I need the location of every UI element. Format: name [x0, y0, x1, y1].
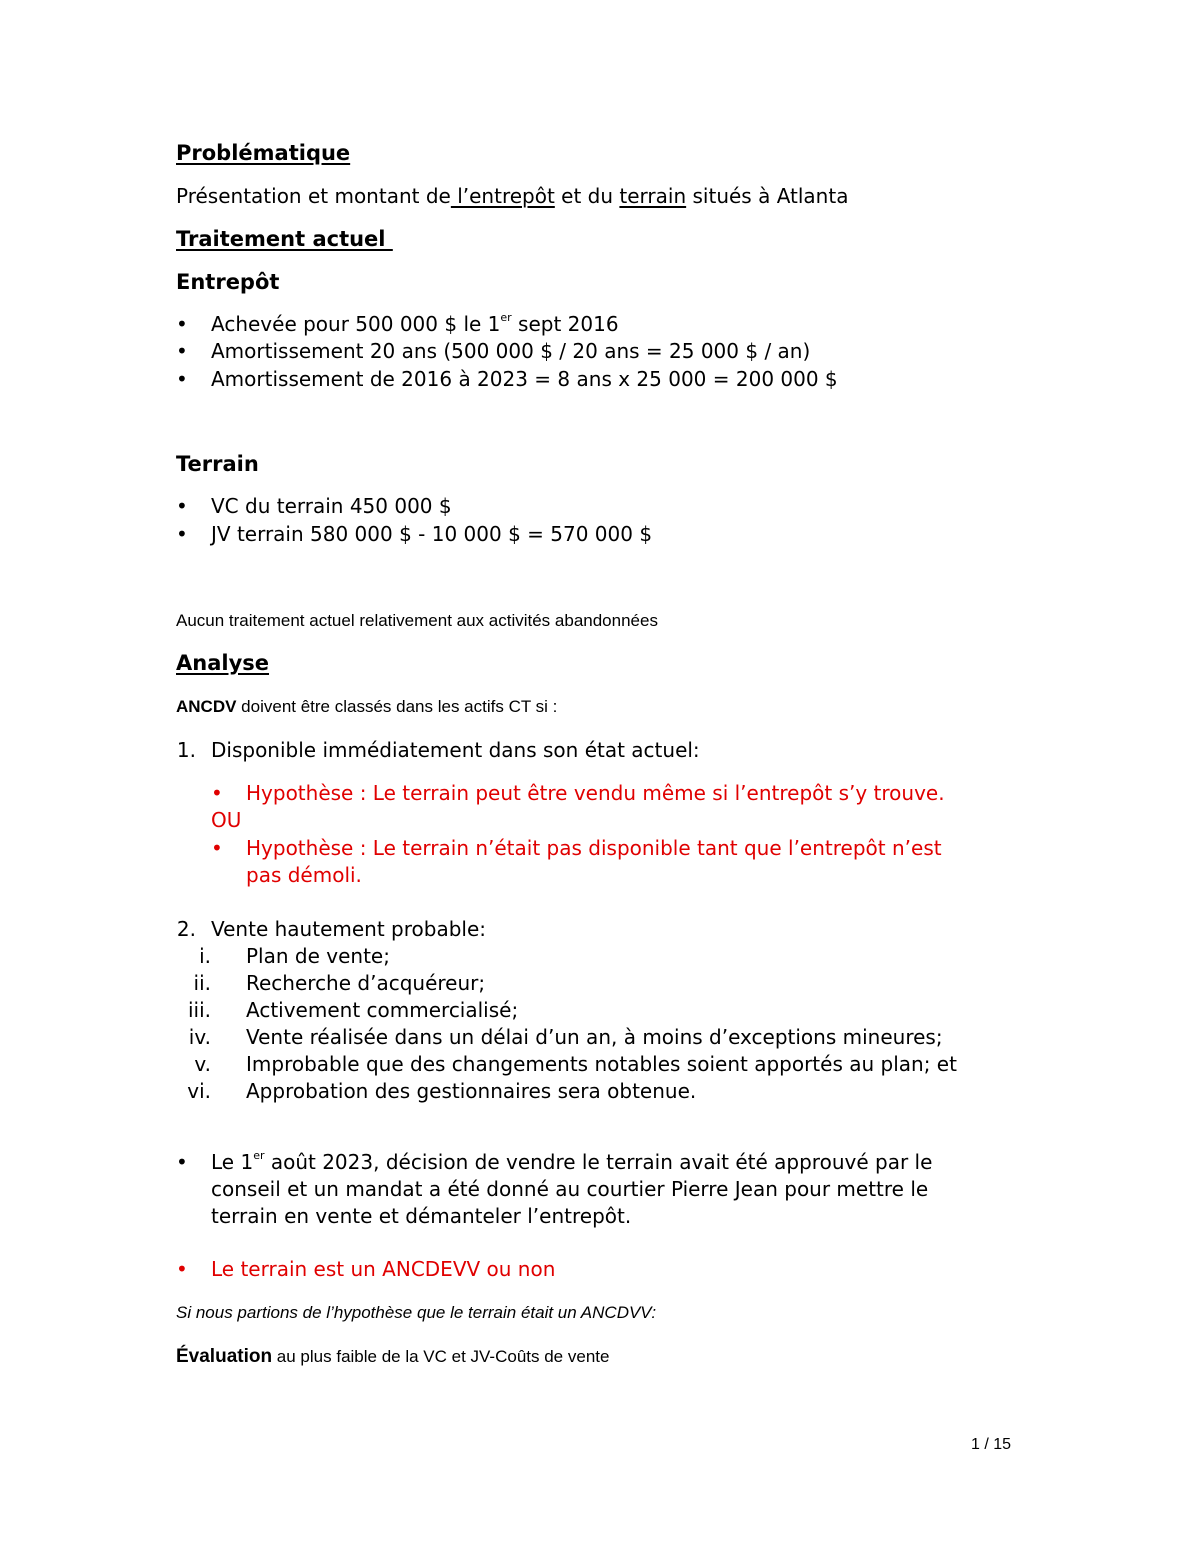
- bullet-icon: •: [176, 1150, 188, 1174]
- page-number: 1 / 15: [971, 1436, 1012, 1453]
- problem-text-e: situés à Atlanta: [686, 184, 849, 208]
- problem-text-entrepot: l’entrepôt: [450, 184, 555, 208]
- terrain-item-1: VC du terrain 450 000 $: [211, 494, 452, 518]
- sub-item-text: Improbable que des changements notables soient apportés au plan; et: [246, 1052, 957, 1076]
- sub-item-number: v.: [194, 1052, 211, 1076]
- ancdv-rest: doivent être classés dans les actifs CT si :: [236, 697, 558, 716]
- criterion-2-text: Vente hautement probable:: [211, 917, 486, 941]
- evaluation-bold: Évaluation: [176, 1346, 273, 1367]
- evaluation-rest: au plus faible de la VC et JV-Coûts de vente: [272, 1347, 610, 1366]
- entrepot-item-1-pre: Achevée pour 500 000 $ le 1: [211, 312, 501, 336]
- heading-terrain: Terrain: [176, 452, 259, 476]
- evaluation-line: [176, 1347, 609, 1366]
- problem-text-c: et du: [554, 184, 620, 208]
- sub-item-number: i.: [199, 944, 211, 968]
- criterion-2-number: 2.: [176, 917, 196, 941]
- sub-item-number: iv.: [188, 1025, 211, 1049]
- hypothesis-2-line-2: pas démoli.: [246, 863, 362, 887]
- bullet-icon: •: [176, 1257, 188, 1281]
- note-no-treatment: Aucun traitement actuel relativement aux activités abandonnées: [176, 611, 658, 630]
- criterion-1-number: 1.: [176, 738, 196, 762]
- criterion-1-text: Disponible immédiatement dans son état actuel:: [211, 738, 700, 762]
- hypothesis-statement: Si nous partions de l’hypothèse que le terrain était un ANCDVV:: [176, 1303, 657, 1322]
- ancdv-bold: ANCDV: [176, 697, 237, 716]
- problem-text-a: Présentation et montant de: [176, 184, 451, 208]
- sub-item-number: iii.: [187, 998, 211, 1022]
- entrepot-item-1-sup: er: [500, 311, 512, 324]
- bullet-icon: •: [176, 494, 188, 518]
- sub-item-number: ii.: [193, 971, 211, 995]
- heading-analyse: Analyse: [176, 651, 270, 675]
- heading-traitement-actuel: Traitement actuel: [176, 227, 393, 251]
- entrepot-item-1-post: sept 2016: [511, 312, 619, 336]
- decision-line-1-post: août 2023, décision de vendre le terrain avait été approuvé par le: [264, 1150, 933, 1174]
- sub-item-text: Vente réalisée dans un délai d’un an, à moins d’exceptions mineures;: [246, 1025, 943, 1049]
- bullet-icon: •: [176, 339, 188, 363]
- bullet-icon: •: [176, 367, 188, 391]
- hypothesis-2-line-1: Hypothèse : Le terrain n’était pas disponible tant que l’entrepôt n’est: [246, 836, 942, 860]
- bullet-icon: •: [176, 522, 188, 546]
- heading-problematique: Problématique: [176, 141, 351, 165]
- sub-item-text: Plan de vente;: [246, 944, 390, 968]
- bullet-icon: •: [211, 836, 223, 860]
- decision-sup: er: [253, 1149, 265, 1162]
- problem-text-terrain: terrain: [619, 184, 687, 208]
- sub-item-number: vi.: [187, 1079, 211, 1103]
- sub-item-text: Approbation des gestionnaires sera obtenue.: [246, 1079, 697, 1103]
- decision-line-2: conseil et un mandat a été donné au courtier Pierre Jean pour mettre le: [211, 1177, 929, 1201]
- terrain-item-2: JV terrain 580 000 $ - 10 000 $ = 570 000 $: [211, 522, 653, 546]
- sub-item-text: Recherche d’acquéreur;: [246, 971, 486, 995]
- decision-line-1: [211, 1149, 933, 1174]
- problem-statement: [176, 186, 848, 206]
- bullet-icon: •: [176, 312, 188, 336]
- decision-pre: Le 1: [211, 1150, 254, 1174]
- bullet-icon: •: [211, 781, 223, 805]
- sub-item-text: Activement commercialisé;: [246, 998, 519, 1022]
- decision-line-3: terrain en vente et démanteler l’entrepôt.: [211, 1204, 632, 1228]
- entrepot-item-2: Amortissement 20 ans (500 000 $ / 20 ans = 25 000 $ / an): [211, 339, 811, 363]
- question-ancdevv: Le terrain est un ANCDEVV ou non: [211, 1257, 556, 1281]
- heading-entrepot: Entrepôt: [176, 270, 280, 294]
- entrepot-item-3: Amortissement de 2016 à 2023 = 8 ans x 25 000 = 200 000 $: [211, 367, 838, 391]
- or-separator: OU: [211, 808, 242, 832]
- entrepot-item-1: [211, 311, 619, 336]
- hypothesis-1: Hypothèse : Le terrain peut être vendu même si l’entrepôt s’y trouve.: [246, 781, 945, 805]
- ancdv-criteria-intro: [176, 698, 557, 715]
